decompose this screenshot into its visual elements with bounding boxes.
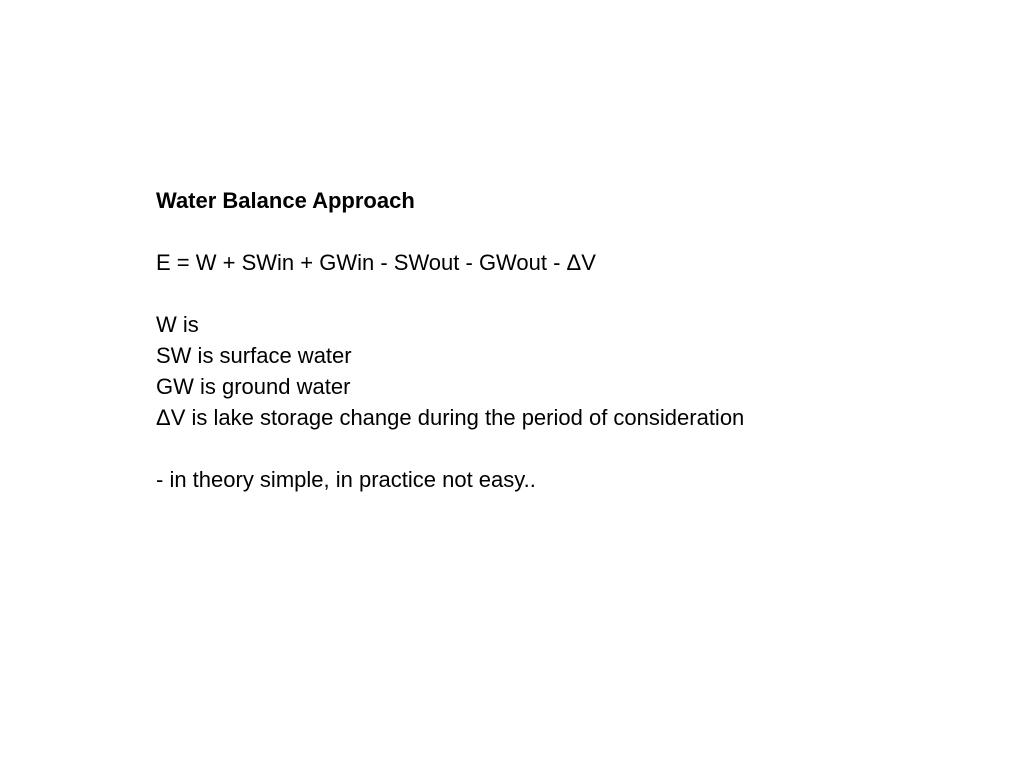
definition-delta-v: ΔV is lake storage change during the period of consideration	[156, 405, 745, 430]
definition-w: W is	[156, 312, 199, 337]
definition-sw: SW is surface water	[156, 343, 352, 368]
slide-body	[156, 185, 976, 495]
spacer	[156, 278, 976, 309]
spacer	[156, 216, 976, 247]
closing-note: - in theory simple, in practice not easy..	[156, 467, 536, 492]
slide-title: Water Balance Approach	[156, 188, 415, 213]
spacer	[156, 433, 976, 464]
definition-gw: GW is ground water	[156, 374, 351, 399]
water-balance-equation: E = W + SWin + GWin - SWout - GWout - ΔV	[156, 250, 596, 275]
